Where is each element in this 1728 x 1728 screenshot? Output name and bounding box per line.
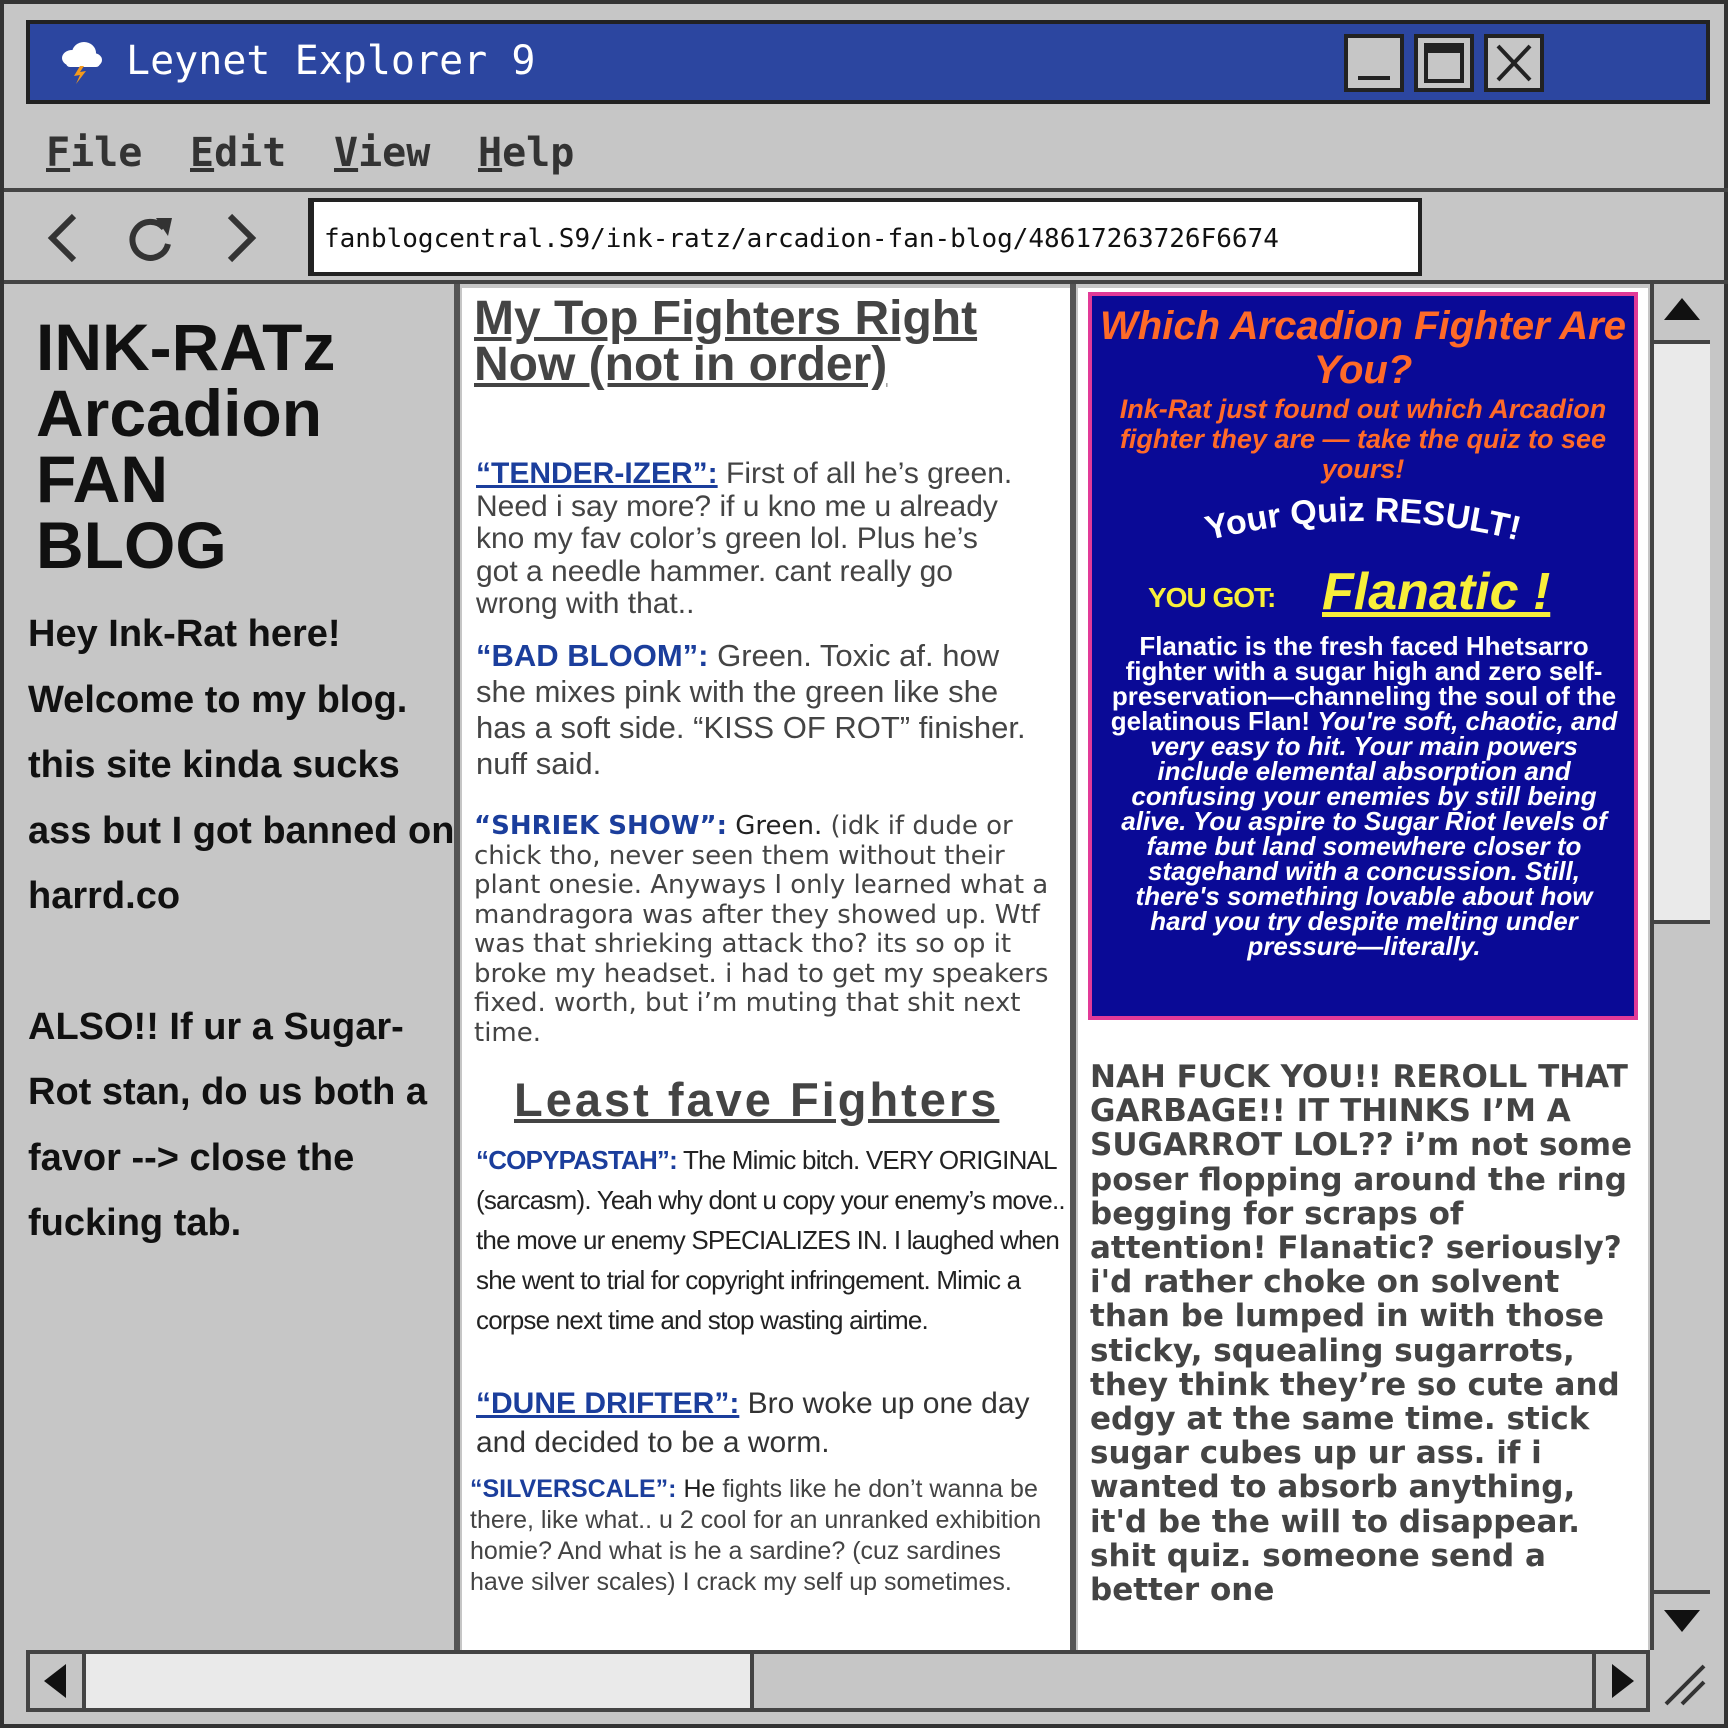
quiz-subtitle: Ink-Rat just found out which Arcadion fighter they are — take the quiz to see yours!	[1119, 394, 1607, 484]
fighter-entry: “TENDER-IZER”: First of all he’s green. Need i say more? if u kno me u already kno my fav color’s green lol. Plus he’s got a needle hammer. cant really go wrong with that..	[476, 457, 1013, 620]
window-title: Leynet Explorer 9	[126, 38, 536, 84]
svg-text:Your Quiz RESULT!	[1202, 496, 1525, 548]
scroll-up-button[interactable]	[1654, 284, 1710, 340]
fighters-column	[462, 288, 1070, 1650]
horizontal-scroll-thumb[interactable]	[86, 1654, 754, 1708]
menu-help[interactable]: Help	[478, 130, 575, 176]
horizontal-scrollbar[interactable]	[26, 1650, 1650, 1712]
fighter-name[interactable]: “TENDER-IZER”:	[476, 457, 718, 490]
address-url: fanblogcentral.S9/ink-ratz/arcadion-fan-blog/48617263726F6674	[324, 224, 1279, 254]
scroll-left-icon	[30, 1654, 82, 1708]
intro-paragraph: Hey Ink-Rat here! Welcome to my blog. this site kinda sucks ass but I got banned on harrd.co	[28, 613, 455, 917]
fighter-entry: “COPYPASTAH”: The Mimic bitch. VERY ORIGINAL (sarcasm). Yeah why dont u copy your enemy’s move.. the move ur enemy SPECIALIZES IN. I laughed when she went to trial for copyright infringement. Mimic a corpse next time and stop wasting airtime.	[476, 1145, 1065, 1335]
vertical-scroll-thumb[interactable]	[1654, 340, 1710, 924]
minimize-button[interactable]	[1344, 34, 1404, 92]
storm-cloud-icon	[58, 38, 104, 84]
menu-file[interactable]: File	[46, 130, 143, 176]
fighter-entry: “SHRIEK SHOW”: Green. (idk if dude or chick tho, never seen them without their plant onesie. Anyways I only learned what a mandragora was after they showed up. Wtf was that shrieking attack tho? its so op it broke my headset. i had to get my speakers fixed. worth, but i’m muting that shit next time.	[474, 811, 1049, 1048]
fighter-name[interactable]: “SILVERSCALE”:	[470, 1475, 677, 1503]
scroll-down-button[interactable]	[1654, 1590, 1710, 1646]
title-bar[interactable]	[26, 20, 1710, 104]
back-arrow-icon	[34, 208, 98, 268]
you-got-label: YOU GOT:	[1148, 582, 1276, 613]
top-fighters-heading: My Top Fighters Right Now (not in order)	[474, 292, 978, 391]
scroll-down-icon	[1654, 1594, 1710, 1646]
column-divider	[1070, 284, 1076, 1650]
address-bar[interactable]	[308, 198, 1422, 276]
quiz-result-value: Flanatic !	[1322, 563, 1551, 621]
maximize-button[interactable]	[1414, 34, 1474, 92]
quiz-description: Flanatic is the fresh faced Hhetsarro fighter with a sugar high and zero self-preservation—channeling the soul of the gelatinous Flan! You're soft, chaotic, and very easy to hit. Your main powers include elemental absorption and confusing your enemies by still being alive. You aspire to Sugar Riot levels of fame but land somewhere closer to stagehand with a concussion. Still, there's something lovable about how hard you try despite melting under pressure—literally.	[1110, 631, 1618, 961]
least-fighters-heading: Least fave Fighters	[514, 1073, 1000, 1126]
forward-button[interactable]	[210, 208, 274, 268]
scroll-up-icon	[1654, 284, 1710, 340]
maximize-icon	[1418, 38, 1470, 88]
menu-view[interactable]: View	[334, 130, 431, 176]
fighter-name[interactable]: “DUNE DRIFTER”:	[476, 1387, 740, 1420]
fighter-name[interactable]: “COPYPASTAH”:	[476, 1145, 677, 1175]
quiz-column	[1078, 288, 1648, 1650]
menu-bar	[4, 108, 1728, 192]
scroll-right-icon	[1596, 1654, 1648, 1708]
fighter-entry: “DUNE DRIFTER”: Bro woke up one day and decided to be a worm.	[476, 1387, 1030, 1459]
close-icon	[1488, 38, 1540, 88]
close-button[interactable]	[1484, 34, 1544, 92]
menu-edit[interactable]: Edit	[190, 130, 287, 176]
navigation-bar	[4, 192, 1728, 284]
fighter-entry: “BAD BLOOM”: Green. Toxic af. how she mixes pink with the green like she has a soft side. “KISS OF ROT” finisher. nuff said.	[476, 638, 1026, 781]
forward-arrow-icon	[210, 208, 274, 268]
blog-sidebar	[8, 288, 454, 1650]
intro-paragraph: ALSO!! If ur a Sugar-Rot stan, do us both a favor --> close the fucking tab.	[28, 1005, 427, 1244]
quiz-box[interactable]	[1088, 292, 1638, 1020]
quiz-result-label-text: Your Quiz RESULT!	[1201, 496, 1525, 549]
vertical-scrollbar[interactable]	[1650, 284, 1710, 1650]
fighter-name[interactable]: “BAD BLOOM”:	[476, 638, 709, 673]
quiz-result-label	[1092, 496, 1634, 565]
refresh-icon	[120, 208, 184, 268]
back-button[interactable]	[34, 208, 98, 268]
scroll-left-button[interactable]	[30, 1654, 86, 1708]
refresh-button[interactable]	[120, 208, 184, 268]
blog-title: INK-RATz Arcadion FAN BLOG	[36, 310, 336, 582]
resize-grip-icon[interactable]	[1656, 1656, 1710, 1710]
intro-text	[28, 602, 458, 1257]
quiz-title: Which Arcadion Fighter Are You?	[1100, 304, 1626, 392]
minimize-icon	[1348, 38, 1400, 88]
fighter-name[interactable]: “SHRIEK SHOW”:	[474, 811, 727, 841]
scroll-right-button[interactable]	[1592, 1654, 1648, 1708]
fighter-entry: “SILVERSCALE”: He fights like he don’t wanna be there, like what.. u 2 cool for an unranked exhibition homie? And what is he a sardine? (cuz sardines have silver scales) I crack my self up sometimes.	[470, 1475, 1042, 1596]
rant-text: NAH FUCK YOU!! REROLL THAT GARBAGE!! IT THINKS I’M A SUGARROT LOL?? i’m not some poser flopping around the ring begging for scraps of attention! Flanatic? seriously? i'd rather choke on solvent than be lumped in with those sticky, squealing sugarrots, they think they’re so cute and edgy at the same time. stick sugar cubes up ur ass. if i wanted to absorb anything, it'd be the will to disappear. shit quiz. someone send a better one	[1090, 1059, 1633, 1609]
